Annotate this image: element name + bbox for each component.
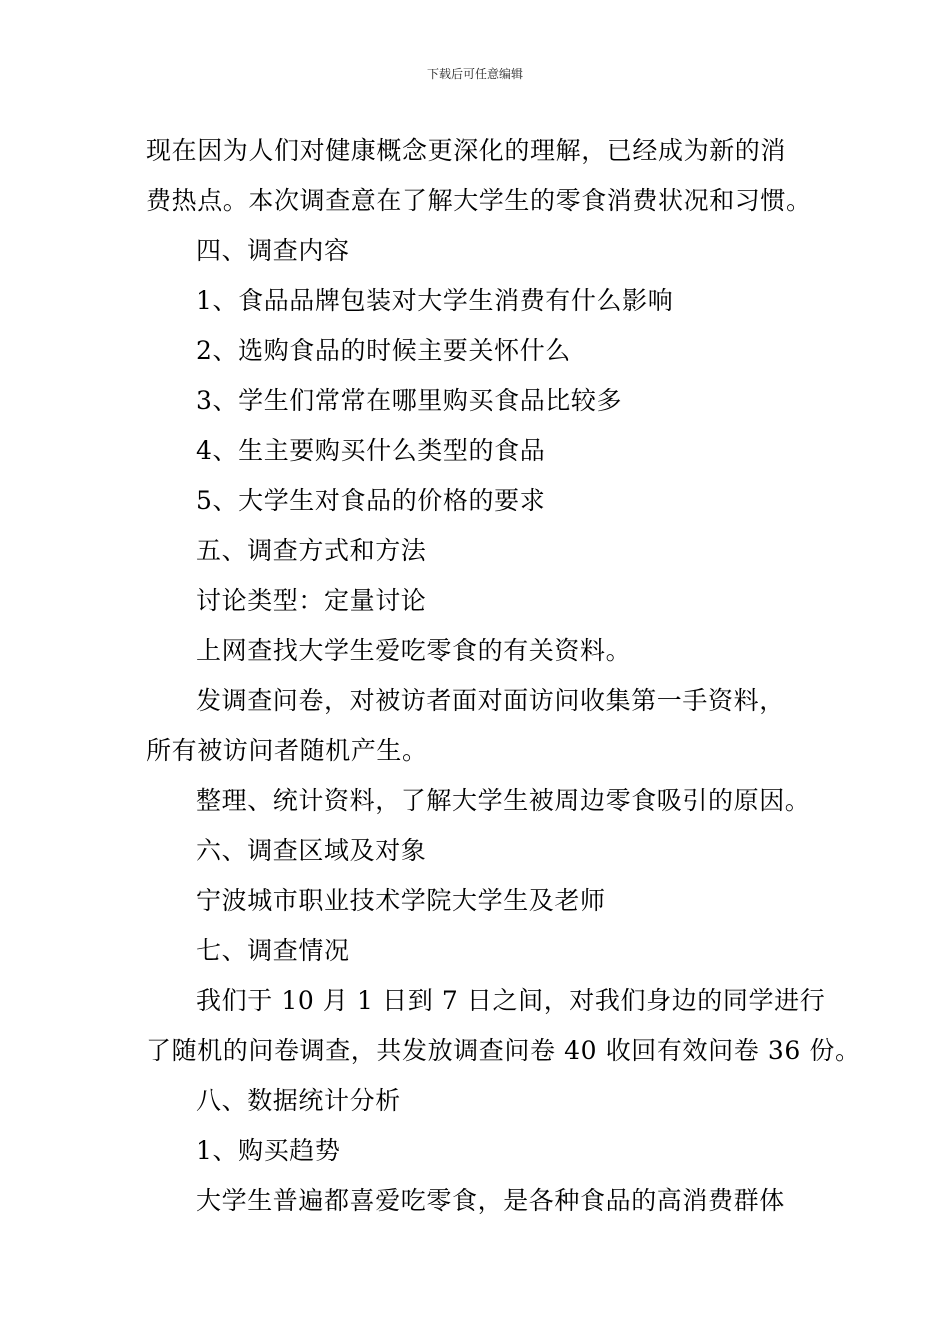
subsection-heading: 1、购买趋势 (196, 1136, 341, 1165)
section-heading-area: 六、调查区域及对象 (196, 836, 427, 865)
list-item: 3、学生们常常在哪里购买食品比较多 (196, 386, 623, 415)
paragraph-line: 了随机的问卷调查，共发放调查问卷 40 收回有效问卷 36 份。 (146, 1036, 861, 1065)
list-item: 1、食品品牌包装对大学生消费有什么影响 (196, 286, 674, 315)
section-heading-situation: 七、调查情况 (196, 936, 350, 965)
paragraph-line: 宁波城市职业技术学院大学生及老师 (196, 886, 606, 915)
section-heading-method: 五、调查方式和方法 (196, 536, 427, 565)
document-body (146, 126, 861, 1226)
list-item: 2、选购食品的时候主要关怀什么 (196, 336, 571, 365)
list-item: 4、生主要购买什么类型的食品 (196, 436, 546, 465)
paragraph-line: 上网查找大学生爱吃零食的有关资料。 (196, 636, 632, 665)
paragraph-line: 费热点。本次调查意在了解大学生的零食消费状况和习惯。 (146, 186, 812, 215)
paragraph-line: 整理、统计资料，了解大学生被周边零食吸引的原因。 (196, 786, 811, 815)
paragraph-line: 发调查问卷，对被访者面对面访问收集第一手资料， (196, 686, 785, 715)
list-item: 5、大学生对食品的价格的要求 (196, 486, 546, 515)
page-header: 下载后可任意编辑 (426, 67, 523, 81)
paragraph-line: 我们于 10 月 1 日到 7 日之间，对我们身边的同学进行 (196, 986, 826, 1015)
section-heading-analysis: 八、数据统计分析 (196, 1086, 401, 1115)
paragraph-line: 所有被访问者随机产生。 (146, 736, 428, 765)
paragraph-line: 讨论类型：定量讨论 (196, 586, 427, 615)
paragraph-line: 现在因为人们对健康概念更深化的理解，已经成为新的消 (146, 136, 787, 165)
paragraph-line: 大学生普遍都喜爱吃零食，是各种食品的高消费群体 (196, 1186, 785, 1215)
section-heading-content: 四、调查内容 (196, 236, 350, 265)
